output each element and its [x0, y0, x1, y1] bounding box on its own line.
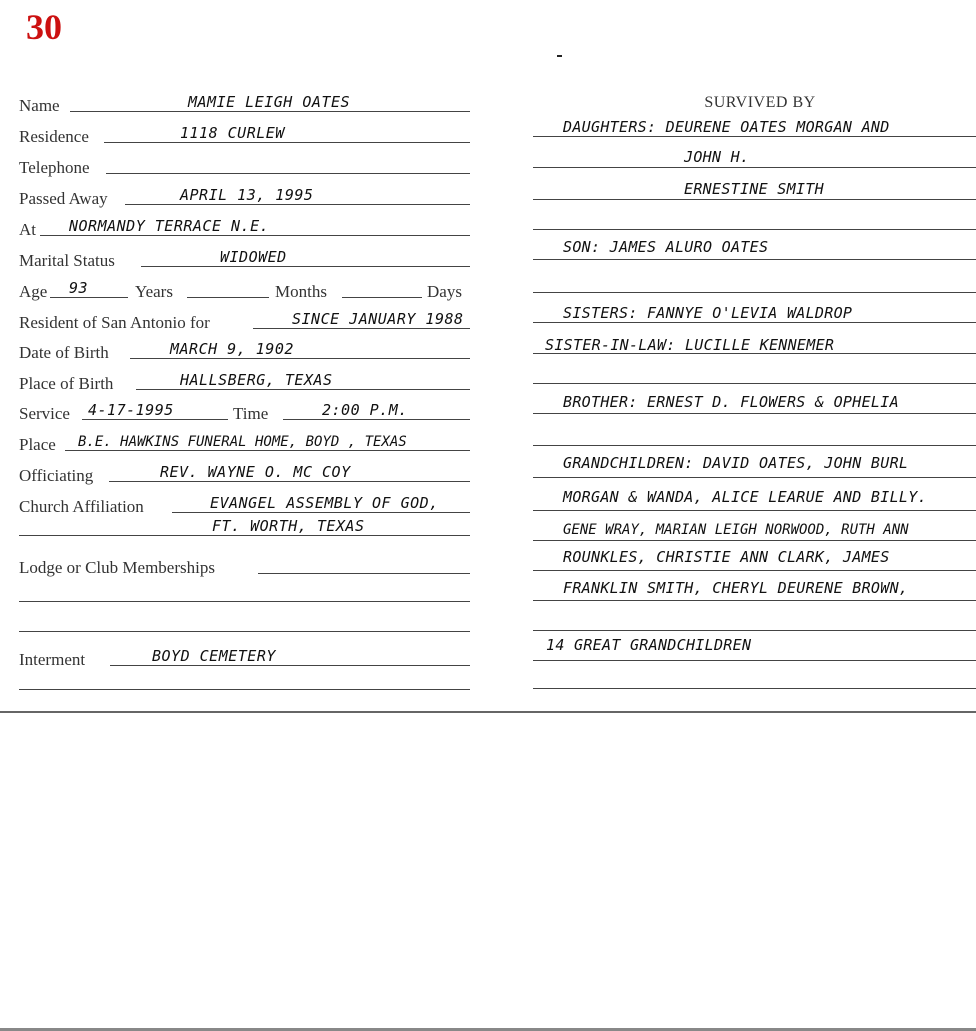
interment-line-2	[19, 689, 470, 690]
survivor-text: BROTHER: ERNEST D. FLOWERS & OPHELIA	[563, 393, 899, 411]
marital-status-label: Marital Status	[19, 251, 115, 270]
months-line	[342, 297, 422, 298]
survivor-line	[533, 660, 976, 661]
church-value-1: EVANGEL ASSEMBLY OF GOD,	[210, 494, 439, 512]
name-value: MAMIE LEIGH OATES	[188, 93, 351, 111]
resident-value: SINCE JANUARY 1988	[292, 310, 464, 328]
lodge-line	[258, 573, 470, 574]
time-label: Time	[233, 404, 269, 423]
passed-away-label: Passed Away	[19, 189, 108, 208]
officiating-line	[109, 481, 470, 482]
date-of-birth-label: Date of Birth	[19, 343, 109, 362]
survivor-line	[533, 136, 976, 137]
survivor-text: MORGAN & WANDA, ALICE LEARUE AND BILLY.	[563, 488, 927, 506]
lodge-label: Lodge or Club Memberships	[19, 558, 215, 577]
survivor-text: 14 GREAT GRANDCHILDREN	[546, 636, 752, 654]
place-of-birth-line	[136, 389, 470, 390]
lodge-row	[0, 552, 480, 578]
marital-status-line	[141, 266, 470, 267]
survivor-line	[533, 510, 976, 511]
church-row-2	[0, 514, 480, 540]
telephone-row	[0, 152, 480, 178]
age-label: Age	[19, 282, 48, 301]
service-row	[0, 398, 480, 424]
months-label: Months	[275, 282, 327, 301]
survivor-line	[533, 540, 976, 541]
marital-status-value: WIDOWED	[220, 248, 287, 266]
stray-mark	[557, 55, 562, 57]
survivor-text: FRANKLIN SMITH, CHERYL DEURENE BROWN,	[563, 579, 909, 597]
place-of-birth-row	[0, 368, 480, 394]
years-line	[187, 297, 269, 298]
interment-row-2	[0, 668, 480, 694]
at-row	[0, 214, 480, 240]
lodge-line-2	[19, 601, 470, 602]
date-of-birth-value: MARCH 9, 1902	[170, 340, 294, 358]
interment-line	[110, 665, 470, 666]
interment-label: Interment	[19, 650, 86, 669]
survivor-line	[533, 259, 976, 260]
survivor-text: SON: JAMES ALURO OATES	[563, 238, 769, 256]
date-of-birth-line	[130, 358, 470, 359]
resident-line	[253, 328, 470, 329]
date-of-birth-row	[0, 337, 480, 363]
survivor-line	[533, 229, 976, 230]
service-label: Service	[19, 404, 70, 423]
service-line	[82, 419, 228, 420]
residence-line	[104, 142, 470, 143]
resident-row	[0, 307, 480, 333]
survivor-line	[533, 630, 976, 631]
lodge-row-3	[0, 610, 480, 636]
survivor-line	[533, 292, 976, 293]
survivor-line	[533, 167, 976, 168]
survivor-text: ERNESTINE SMITH	[684, 180, 824, 198]
days-label: Days	[427, 282, 462, 301]
marital-status-row	[0, 245, 480, 271]
place-of-birth-label: Place of Birth	[19, 374, 114, 393]
interment-row	[0, 644, 480, 670]
lodge-line-3	[19, 631, 470, 632]
survivor-text: GENE WRAY, MARIAN LEIGH NORWOOD, RUTH ANN	[563, 522, 909, 538]
survivor-line	[533, 477, 976, 478]
name-row	[0, 90, 480, 116]
survivor-line	[533, 322, 976, 323]
at-line	[40, 235, 470, 236]
church-value-2: FT. WORTH, TEXAS	[212, 517, 365, 535]
page-fold-line	[0, 711, 976, 713]
time-value: 2:00 P.M.	[322, 401, 408, 419]
place-value: B.E. HAWKINS FUNERAL HOME, BOYD , TEXAS	[78, 434, 407, 450]
interment-value: BOYD CEMETERY	[152, 647, 276, 665]
service-value: 4-17-1995	[88, 401, 174, 419]
survivor-line	[533, 688, 976, 689]
at-label: At	[19, 220, 36, 239]
residence-row	[0, 121, 480, 147]
residence-value: 1118 CURLEW	[180, 124, 285, 142]
age-line	[50, 297, 128, 298]
officiating-row	[0, 460, 480, 486]
survivor-text: JOHN H.	[684, 148, 750, 166]
at-value: NORMANDY TERRACE N.E.	[69, 217, 270, 235]
survivor-text: GRANDCHILDREN: DAVID OATES, JOHN BURL	[563, 454, 909, 472]
place-label: Place	[19, 435, 56, 454]
church-label: Church Affiliation	[19, 497, 144, 516]
survivor-line	[533, 445, 976, 446]
residence-label: Residence	[19, 127, 89, 146]
age-row	[0, 276, 480, 302]
years-label: Years	[135, 282, 173, 301]
survivor-line	[533, 199, 976, 200]
survivor-text: SISTERS: FANNYE O'LEVIA WALDROP	[563, 304, 853, 322]
survivor-line	[533, 570, 976, 571]
survivor-line	[533, 413, 976, 414]
church-line	[172, 512, 470, 513]
passed-away-value: APRIL 13, 1995	[180, 186, 314, 204]
survivor-line	[533, 600, 976, 601]
telephone-line	[106, 173, 470, 174]
officiating-value: REV. WAYNE O. MC COY	[160, 463, 351, 481]
place-row	[0, 429, 480, 455]
resident-label: Resident of San Antonio for	[19, 313, 210, 332]
name-label: Name	[19, 96, 60, 115]
survived-by-title: SURVIVED BY	[704, 94, 816, 111]
place-line	[65, 450, 470, 451]
survivor-text: ROUNKLES, CHRISTIE ANN CLARK, JAMES	[563, 548, 890, 566]
time-line	[283, 419, 470, 420]
page-number: 30	[26, 7, 62, 47]
survivor-text: SISTER-IN-LAW: LUCILLE KENNEMER	[545, 336, 835, 354]
survivor-text: DAUGHTERS: DEURENE OATES MORGAN AND	[563, 118, 890, 136]
name-line	[70, 111, 470, 112]
passed-away-line	[125, 204, 470, 205]
officiating-label: Officiating	[19, 466, 94, 485]
place-of-birth-value: HALLSBERG, TEXAS	[180, 371, 333, 389]
lodge-row-2	[0, 580, 480, 606]
passed-away-row	[0, 183, 480, 209]
age-value: 93	[69, 279, 89, 297]
church-line-2	[19, 535, 470, 536]
survivor-line	[533, 383, 976, 384]
telephone-label: Telephone	[19, 158, 90, 177]
